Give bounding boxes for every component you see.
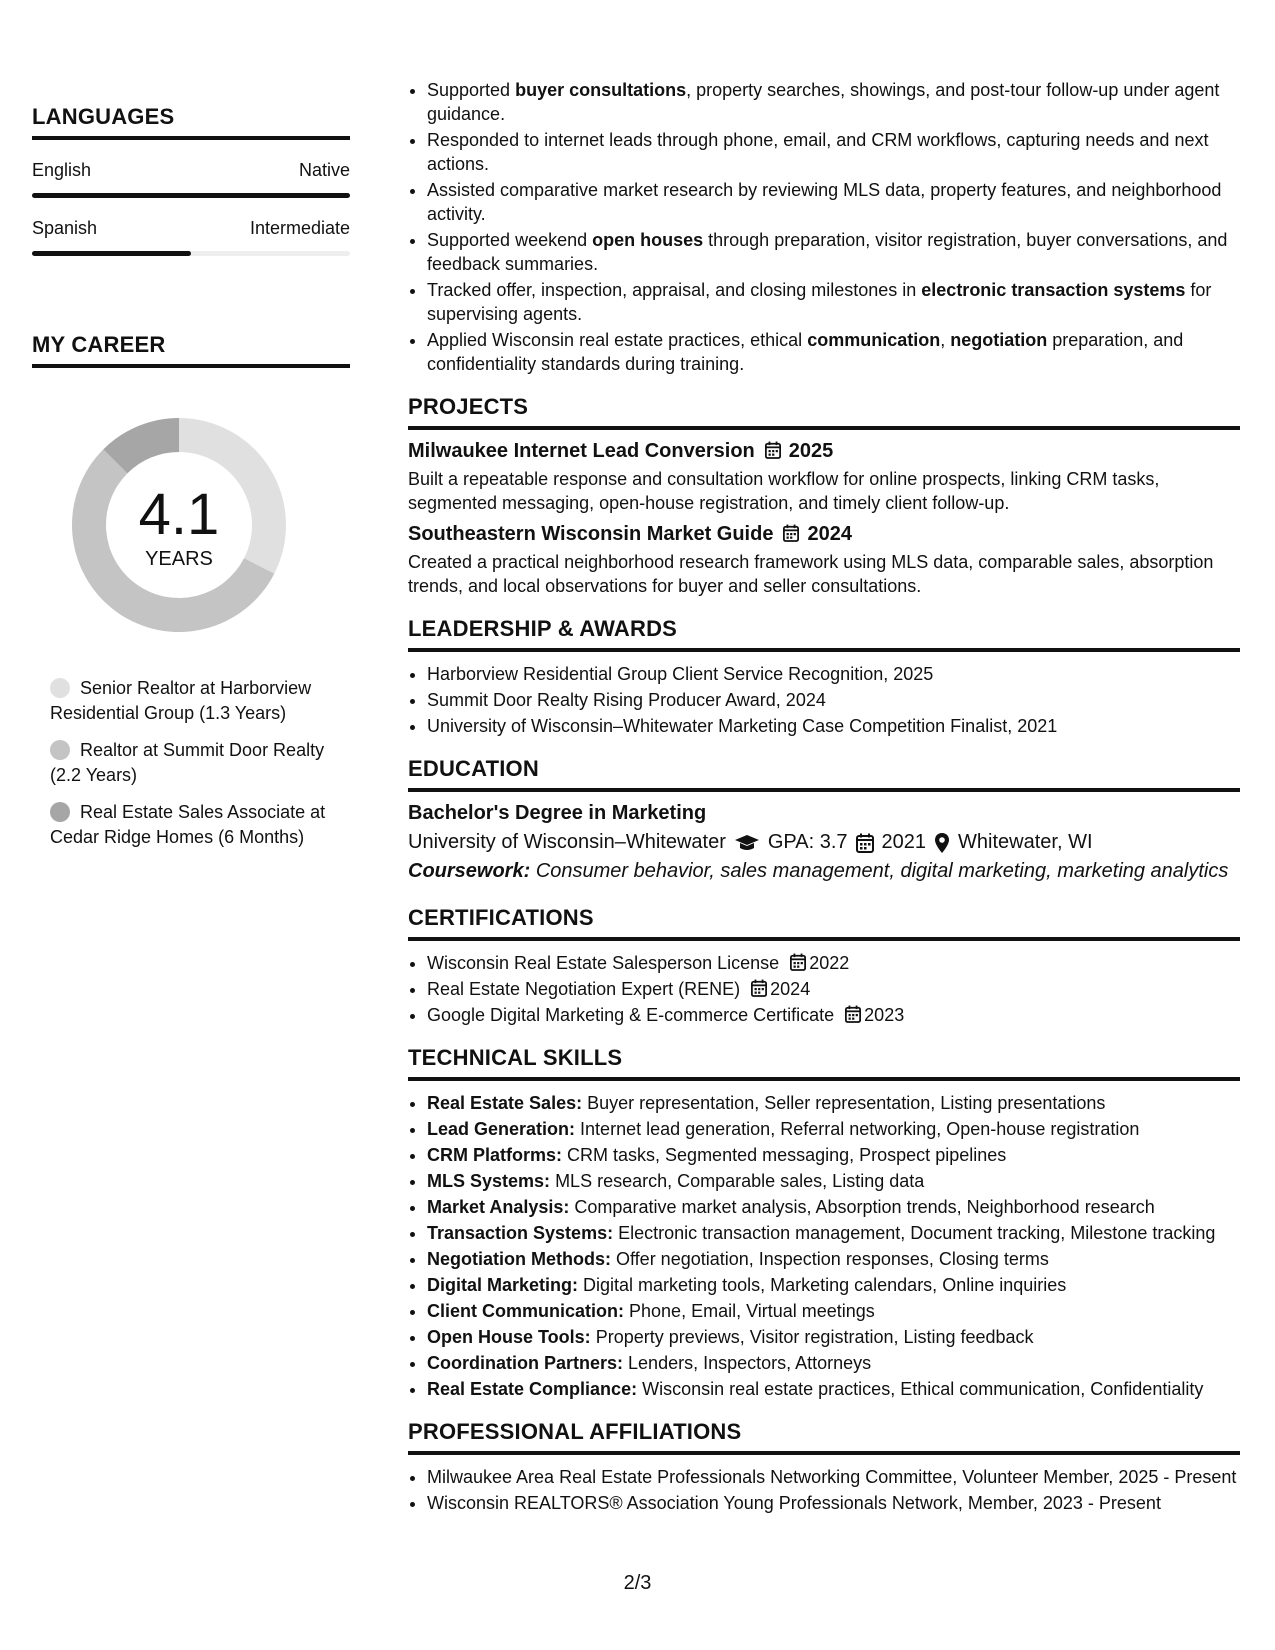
- skill-category: Real Estate Compliance:: [427, 1379, 638, 1399]
- bullet-text: ,: [940, 330, 951, 350]
- language-row: [32, 160, 350, 181]
- skills-heading: TECHNICAL SKILLS: [408, 1045, 1240, 1081]
- skill-item: [427, 1195, 1240, 1219]
- certifications-list: [408, 951, 1240, 1027]
- graduation-cap-icon: [734, 833, 760, 853]
- skill-category: Client Communication:: [427, 1301, 624, 1321]
- bullet-keyword: electronic transaction systems: [921, 280, 1186, 300]
- education-details: [408, 831, 1240, 854]
- calendar-icon: [751, 979, 767, 999]
- skill-values: MLS research, Comparable sales, Listing data: [555, 1171, 925, 1191]
- career-legend: [32, 676, 350, 850]
- skill-category: Digital Marketing:: [427, 1275, 579, 1295]
- career-legend-item: [50, 738, 340, 788]
- career-legend-item: [50, 800, 340, 850]
- award-item: • Harborview Residential Group Client Service Recognition, 2025: [427, 662, 1240, 686]
- certification-item: [427, 951, 1240, 975]
- skills-section: [408, 1045, 1240, 1401]
- award-item: • Summit Door Realty Rising Producer Award, 2024: [427, 688, 1240, 712]
- awards-section: [408, 616, 1240, 738]
- skill-item: [427, 1143, 1240, 1167]
- certification-name: Real Estate Negotiation Expert (RENE): [427, 979, 741, 999]
- skill-values: Digital marketing tools, Marketing calendars, Online inquiries: [583, 1275, 1067, 1295]
- experience-bullet: [427, 128, 1240, 176]
- right-column: [408, 78, 1240, 1517]
- projects-list: [408, 440, 1240, 598]
- calendar-icon: [783, 523, 799, 546]
- calendar-icon: [856, 833, 874, 853]
- certification-name: Wisconsin Real Estate Salesperson License: [427, 953, 780, 973]
- language-proficiency-fill: [32, 251, 191, 256]
- affiliations-section: [408, 1419, 1240, 1515]
- career-total-unit: YEARS: [145, 548, 213, 570]
- bullet-text: for supervising agents.: [427, 280, 1212, 324]
- awards-heading: LEADERSHIP & AWARDS: [408, 616, 1240, 652]
- skill-category: CRM Platforms:: [427, 1145, 563, 1165]
- languages-list: [32, 160, 350, 256]
- language-level: Native: [298, 160, 350, 180]
- career-total-years: 4.1: [138, 482, 220, 547]
- experience-bullet: [427, 328, 1240, 376]
- languages-heading: LANGUAGES: [32, 104, 350, 140]
- school-location: Whitewater, WI: [958, 831, 1093, 853]
- bullet-text: preparation, and confidentiality standards during training.: [427, 330, 1184, 374]
- skill-values: Phone, Email, Virtual meetings: [629, 1301, 875, 1321]
- language-row: [32, 218, 350, 239]
- project-description: Built a repeatable response and consultation workflow for online prospects, linking CRM tasks, segmented messaging, open-house registration, and timely client follow-up.: [408, 469, 1160, 513]
- skill-item: [427, 1377, 1240, 1401]
- coursework-label: Coursework:: [408, 860, 531, 882]
- bullet-text: , property searches, showings, and post-tour follow-up under agent guidance.: [427, 80, 1220, 124]
- skill-category: Market Analysis:: [427, 1197, 570, 1217]
- project-name: Milwaukee Internet Lead Conversion: [408, 440, 755, 462]
- skill-item: [427, 1221, 1240, 1245]
- skill-item: [427, 1247, 1240, 1271]
- affiliation-item: • Wisconsin REALTORS® Association Young Professionals Network, Member, 2023 - Present: [427, 1491, 1240, 1515]
- bullet-text: Responded to internet leads through phone, email, and CRM workflows, capturing needs and next actions.: [427, 130, 1209, 174]
- project-heading: [408, 440, 1240, 463]
- project-name: Southeastern Wisconsin Market Guide: [408, 523, 774, 545]
- career-donut-chart: [64, 410, 294, 640]
- skill-category: Coordination Partners:: [427, 1353, 624, 1373]
- skill-item: [427, 1169, 1240, 1193]
- certifications-section: [408, 905, 1240, 1027]
- bullet-text: Supported: [427, 80, 516, 100]
- project-year-group: [783, 523, 852, 546]
- skill-category: Lead Generation:: [427, 1119, 576, 1139]
- skill-item: [427, 1325, 1240, 1349]
- affiliation-item: • Milwaukee Area Real Estate Professionals Networking Committee, Volunteer Member, 2025 - Present: [427, 1465, 1240, 1489]
- career-legend-item: [50, 676, 340, 726]
- left-column: [32, 104, 350, 862]
- calendar-icon: [845, 1005, 861, 1025]
- experience-bullet: [427, 78, 1240, 126]
- language-name: Spanish: [32, 218, 98, 238]
- project-heading: [408, 523, 1240, 546]
- bullet-keyword: open houses: [592, 230, 704, 250]
- bullet-keyword: communication: [807, 330, 941, 350]
- bullet-text: Tracked offer, inspection, appraisal, and closing milestones in: [427, 280, 922, 300]
- affiliations-list: [408, 1465, 1240, 1515]
- certification-year: 2023: [864, 1005, 905, 1025]
- skill-category: Negotiation Methods:: [427, 1249, 611, 1269]
- projects-heading: PROJECTS: [408, 394, 1240, 430]
- skill-values: Electronic transaction management, Document tracking, Milestone tracking: [618, 1223, 1216, 1243]
- skill-values: Wisconsin real estate practices, Ethical communication, Confidentiality: [642, 1379, 1204, 1399]
- project-year: 2025: [788, 440, 834, 462]
- language-proficiency-fill: [32, 193, 350, 198]
- experience-bullet: [427, 178, 1240, 226]
- calendar-icon: [765, 440, 781, 463]
- calendar-icon: [790, 953, 806, 973]
- projects-section: [408, 394, 1240, 598]
- skill-item: [427, 1091, 1240, 1115]
- skill-values: Buyer representation, Seller representation, Listing presentations: [587, 1093, 1106, 1113]
- bullet-text: Supported weekend: [427, 230, 593, 250]
- certification-name: Google Digital Marketing & E-commerce Certificate: [427, 1005, 835, 1025]
- skills-list: [408, 1091, 1240, 1401]
- career-legend-label: Real Estate Sales Associate at Cedar Ridge Homes (6 Months): [50, 802, 326, 847]
- language-proficiency-bar: [32, 251, 350, 256]
- bullet-text: Assisted comparative market research by reviewing MLS data, property features, and neighborhood activity.: [427, 180, 1222, 224]
- skill-values: Comparative market analysis, Absorption trends, Neighborhood research: [574, 1197, 1155, 1217]
- donut-center: [64, 410, 294, 640]
- skill-category: Open House Tools:: [427, 1327, 591, 1347]
- legend-dot: [50, 740, 70, 760]
- language-proficiency-bar: [32, 193, 350, 198]
- career-heading: MY CAREER: [32, 332, 350, 368]
- certifications-heading: CERTIFICATIONS: [408, 905, 1240, 941]
- bullet-keyword: negotiation: [950, 330, 1048, 350]
- project-description: Created a practical neighborhood research framework using MLS data, comparable sales, absorption trends, and local observations for buyer and seller consultations.: [408, 552, 1214, 596]
- career-legend-label: Realtor at Summit Door Realty (2.2 Years): [50, 740, 325, 785]
- skill-item: [427, 1273, 1240, 1297]
- career-legend-label: Senior Realtor at Harborview Residential Group (1.3 Years): [50, 678, 312, 723]
- education-section: [408, 756, 1240, 883]
- skill-values: Property previews, Visitor registration, Listing feedback: [595, 1327, 1034, 1347]
- gpa: GPA: 3.7: [767, 831, 848, 853]
- skill-category: Transaction Systems:: [427, 1223, 614, 1243]
- page-number: 2/3: [623, 1572, 652, 1594]
- affiliations-heading: PROFESSIONAL AFFILIATIONS: [408, 1419, 1240, 1455]
- school-name: University of Wisconsin–Whitewater: [408, 831, 726, 853]
- degree-title: Bachelor's Degree in Marketing: [408, 802, 707, 824]
- awards-list: [408, 662, 1240, 738]
- map-pin-icon: [934, 832, 950, 854]
- skill-values: Lenders, Inspectors, Attorneys: [628, 1353, 872, 1373]
- award-item: • University of Wisconsin–Whitewater Marketing Case Competition Finalist, 2021: [427, 714, 1240, 738]
- coursework: [408, 860, 1240, 883]
- skill-values: CRM tasks, Segmented messaging, Prospect pipelines: [567, 1145, 1007, 1165]
- experience-bullets: [408, 78, 1240, 376]
- certification-item: [427, 1003, 1240, 1027]
- certification-year: 2022: [809, 953, 850, 973]
- legend-dot: [50, 678, 70, 698]
- bullet-text: Applied Wisconsin real estate practices, ethical: [427, 330, 808, 350]
- skill-item: [427, 1299, 1240, 1323]
- skill-item: [427, 1351, 1240, 1375]
- certification-item: [427, 977, 1240, 1001]
- experience-bullet: [427, 228, 1240, 276]
- experience-bullet: [427, 278, 1240, 326]
- bullet-text: through preparation, visitor registration, buyer conversations, and feedback summaries.: [427, 230, 1228, 274]
- education-heading: EDUCATION: [408, 756, 1240, 792]
- skill-item: [427, 1117, 1240, 1141]
- skill-values: Internet lead generation, Referral networking, Open-house registration: [580, 1119, 1140, 1139]
- language-level: Intermediate: [249, 218, 350, 238]
- bullet-keyword: buyer consultations: [515, 80, 687, 100]
- certification-year: 2024: [770, 979, 811, 999]
- skill-category: Real Estate Sales:: [427, 1093, 583, 1113]
- skill-values: Offer negotiation, Inspection responses, Closing terms: [616, 1249, 1049, 1269]
- project-year: 2024: [807, 523, 852, 545]
- project-year-group: [765, 440, 834, 463]
- coursework-list: Consumer behavior, sales management, digital marketing, marketing analytics: [535, 860, 1229, 882]
- language-name: English: [32, 160, 92, 180]
- skill-category: MLS Systems:: [427, 1171, 551, 1191]
- graduation-year: 2021: [881, 831, 927, 853]
- legend-dot: [50, 802, 70, 822]
